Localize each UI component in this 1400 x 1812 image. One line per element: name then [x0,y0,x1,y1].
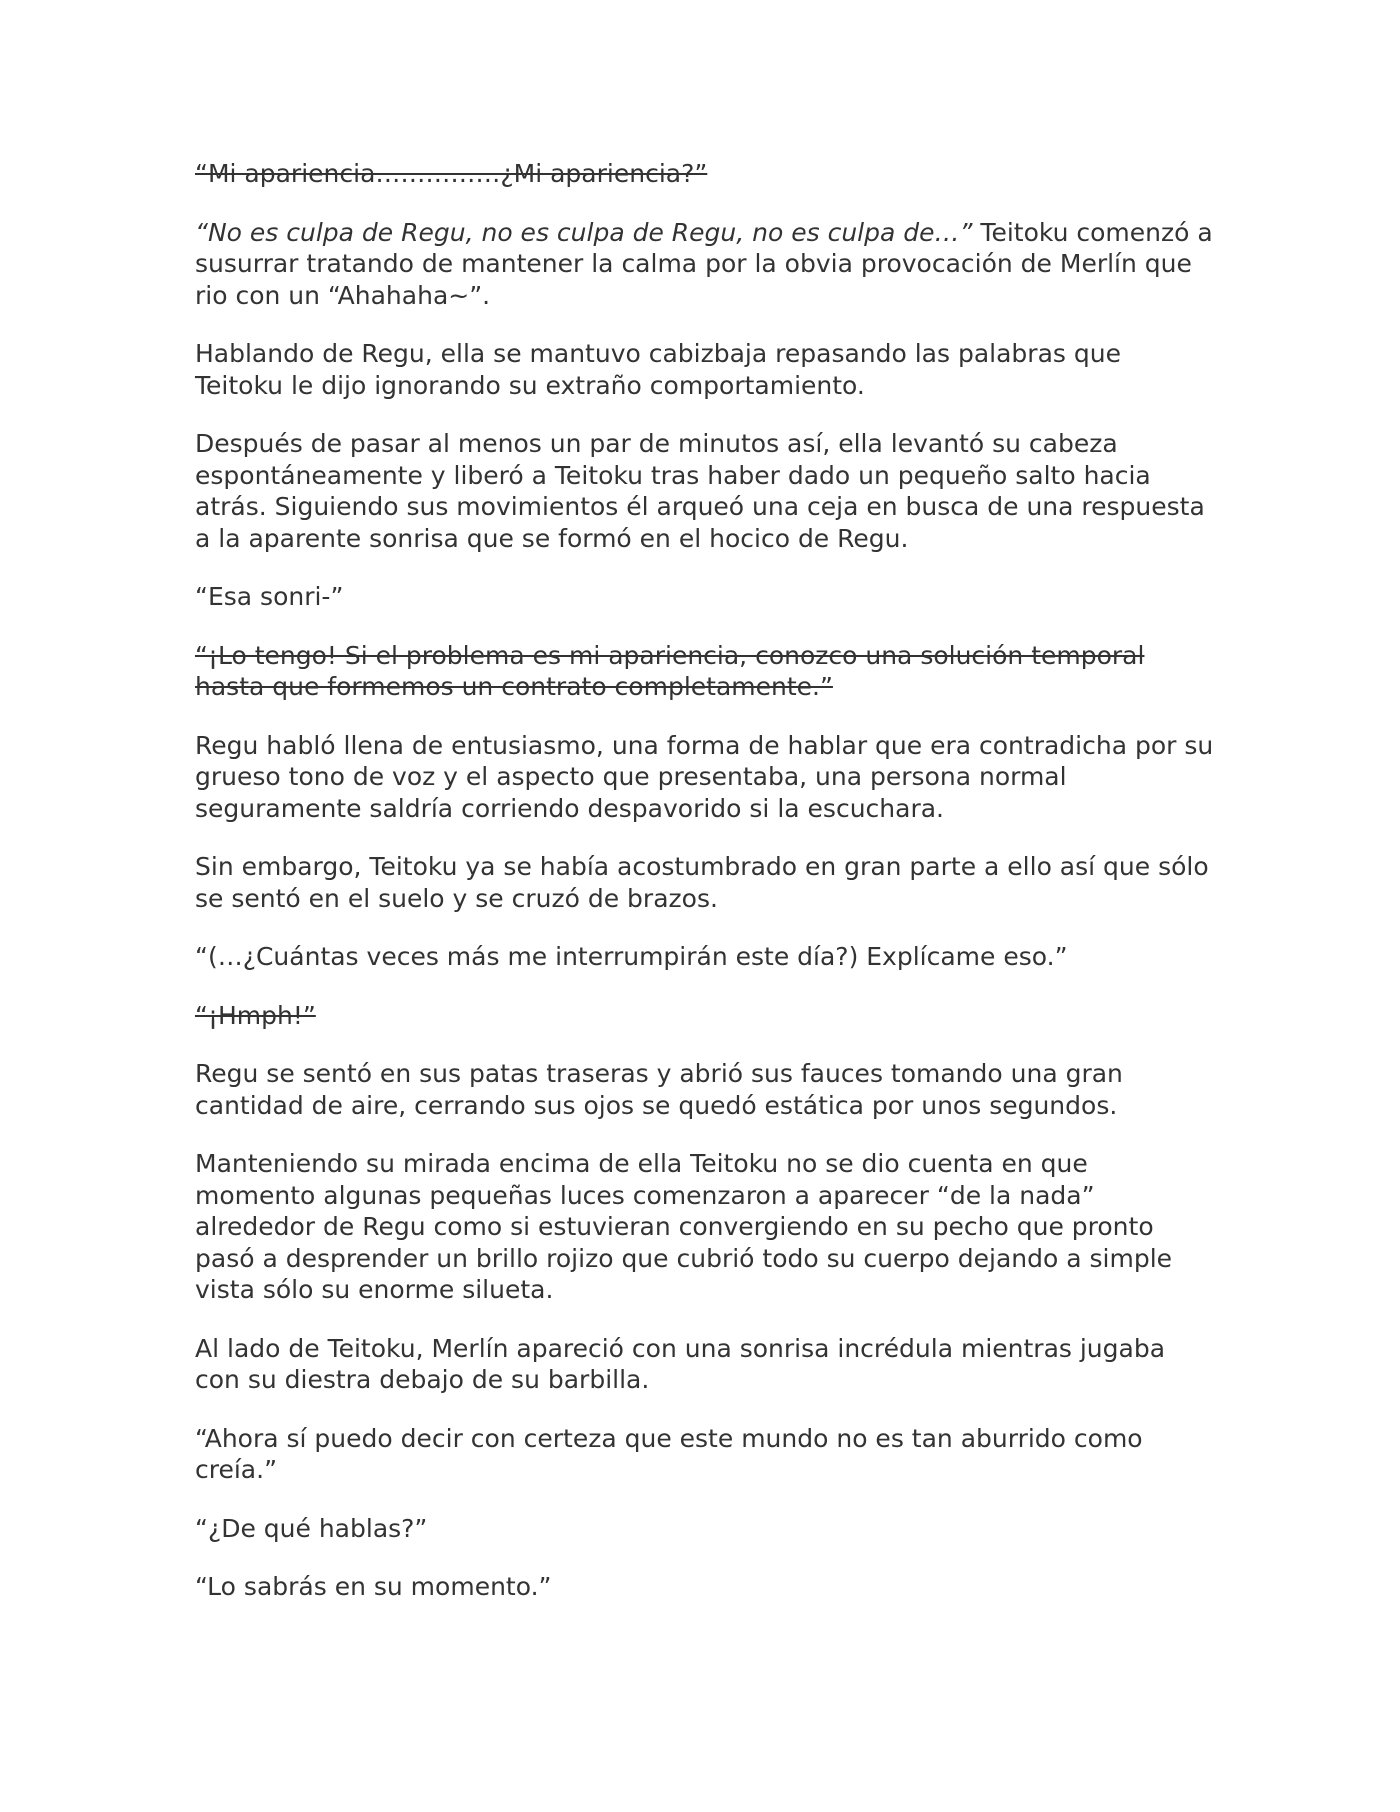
dialogue-text: “(…¿Cuántas veces más me interrumpirán este día?) Explícame eso.” [195,942,1068,971]
paragraph-text: Manteniendo su mirada encima de ella Teitoku no se dio cuenta en que momento algunas pequeñas luces comenzaron a aparecer “de la nada” alrededor de Regu como si estuvieran convergiendo en su pecho que pronto pasó a desprender un brillo rojizo que cubrió todo su cuerpo dejando a simple vista sólo su enorme silueta. [195,1149,1173,1304]
dialogue-text: “Lo sabrás en su momento.” [195,1572,552,1601]
paragraph-6 [195,640,1215,703]
paragraph-1 [195,158,1215,190]
paragraph-11 [195,1058,1215,1121]
dialogue-text: “Ahora sí puedo decir con certeza que este mundo no es tan aburrido como creía.” [195,1423,1143,1484]
paragraph-text: Después de pasar al menos un par de minutos así, ella levantó su cabeza espontáneamente y liberó a Teitoku tras haber dado un pequeño salto hacia atrás. Siguiendo sus movimientos él arqueó una ceja en busca de una respuesta a la aparente sonrisa que se formó en el hocico de Regu. [195,429,1205,553]
paragraph-14 [195,1423,1215,1486]
paragraph-text: Al lado de Teitoku, Merlín apareció con una sonrisa incrédula mientras jugaba con su diestra debajo de su barbilla. [195,1333,1166,1394]
paragraph-2 [195,217,1215,312]
paragraph-13 [195,1333,1215,1396]
document-body [195,158,1215,1630]
strikethrough-dialogue: “¡Hmph!” [195,1000,316,1030]
paragraph-12 [195,1148,1215,1306]
paragraph-16 [195,1571,1215,1603]
paragraph-8 [195,851,1215,914]
paragraph-text: Regu habló llena de entusiasmo, una forma de hablar que era contradicha por su grueso tono de voz y el aspecto que presentaba, una persona normal seguramente saldría corriendo despavorido si la escuchara. [195,730,1214,823]
paragraph-text: Sin embargo, Teitoku ya se había acostumbrado en gran parte a ello así que sólo se sentó en el suelo y se cruzó de brazos. [195,852,1209,913]
paragraph-text: Regu se sentó en sus patas traseras y abrió sus fauces tomando una gran cantidad de aire, cerrando sus ojos se quedó estática por unos segundos. [195,1059,1123,1120]
paragraph-15 [195,1513,1215,1545]
paragraph-7 [195,730,1215,825]
paragraph-4 [195,428,1215,554]
paragraph-text: Teitoku comenzó a susurrar tratando de mantener la calma por la obvia provocación de Merlín que rio con un “Ahahaha~”. [195,217,1213,310]
paragraph-5 [195,581,1215,613]
paragraph-10 [195,1000,1215,1032]
strikethrough-dialogue: “¡Lo tengo! Si el problema es mi apariencia, conozco una solución temporal hasta que formemos un contrato completamente.” [195,640,1145,701]
paragraph-text: Hablando de Regu, ella se mantuvo cabizbaja repasando las palabras que Teitoku le dijo ignorando su extraño comportamiento. [195,339,1121,400]
strikethrough-dialogue: “Mi apariencia……………¿Mi apariencia?” [195,159,708,188]
dialogue-text: “¿De qué hablas?” [195,1513,428,1543]
paragraph-9 [195,941,1215,973]
paragraph-3 [195,338,1215,401]
italic-whisper: “No es culpa de Regu, no es culpa de Regu, no es culpa de…” [195,217,973,247]
dialogue-text: “Esa sonri-” [195,582,344,611]
